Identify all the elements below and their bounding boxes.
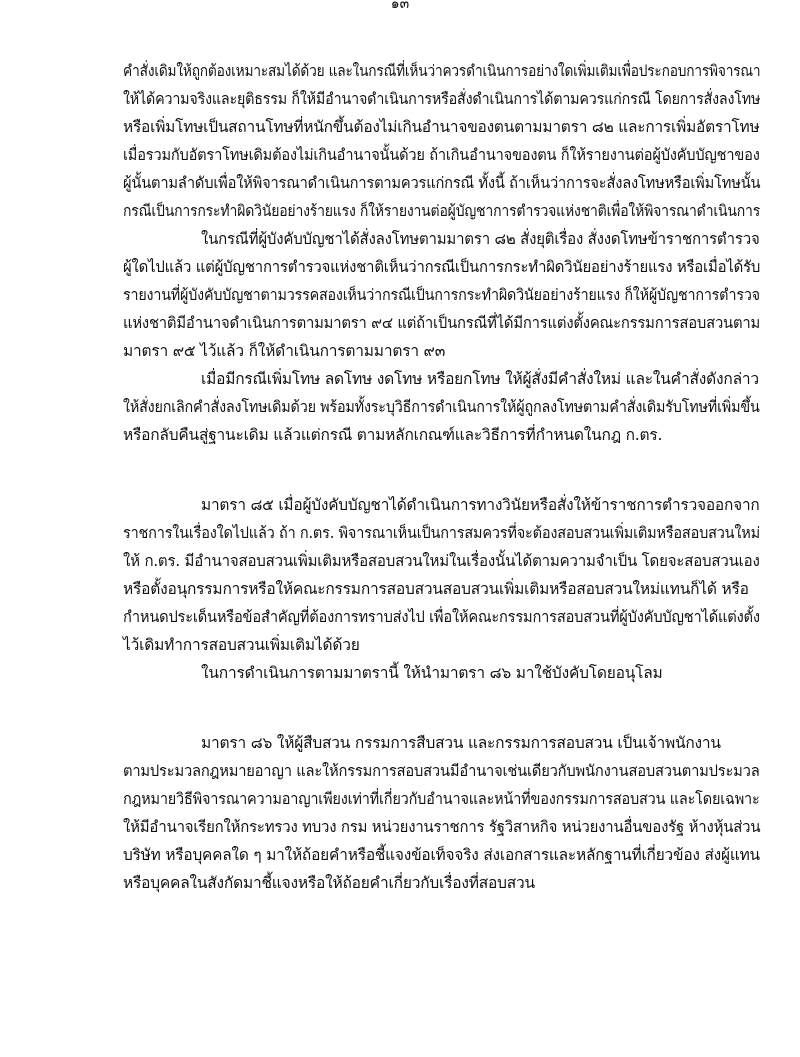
section-85-line-6: ไว้เดิมทำการสอบสวนเพิ่มเติมได้ด้วย bbox=[123, 636, 360, 654]
section-85-line-5: กำหนดประเด็นหรือข้อสำคัญที่ต้องการทราบส่งไป เพื่อให้คณะกรรมการสอบสวนที่ผู้บังคับบัญชาได้แต่งตั้ง bbox=[123, 608, 760, 626]
section-85-paragraph-2: ในการดำเนินการตามมาตรานี้ ให้นำมาตรา ๘๖ มาใช้บังคับโดยอนุโลม bbox=[201, 664, 663, 682]
paragraph-2-line-2: ผู้ใดไปแล้ว แต่ผู้บัญชาการตำรวจแห่งชาติเห็นว่ากรณีเป็นการกระทำผิดวินัยอย่างร้ายแรง หรือเมื่อได้รับ bbox=[123, 258, 761, 276]
section-86-line-6: หรือบุคคลในสังกัดมาชี้แจงหรือให้ถ้อยคำเกี่ยวกับเรื่องที่สอบสวน bbox=[123, 874, 535, 892]
paragraph-2-line-4: แห่งชาติมีอำนาจดำเนินการตามมาตรา ๙๔ แต่ถ้าเป็นกรณีที่ได้มีการแต่งตั้งคณะกรรมการสอบสวนตาม bbox=[123, 314, 761, 332]
section-85-line-4: หรือตั้งอนุกรรมการหรือให้คณะกรรมการสอบสวนสอบสวนเพิ่มเติมหรือสอบสวนใหม่แทนก็ได้ หรือ bbox=[123, 580, 749, 598]
section-86-line-3: กฎหมายวิธีพิจารณาความอาญาเพียงเท่าที่เกี่ยวกับอำนาจและหน้าที่ของกรรมการสอบสวน และโดยเฉพาะ bbox=[123, 790, 760, 808]
paragraph-1-line-1: คำสั่งเดิมให้ถูกต้องเหมาะสมได้ด้วย และในกรณีที่เห็นว่าควรดำเนินการอย่างใดเพิ่มเติมเพื่อประกอบการพิจารณา bbox=[123, 62, 761, 80]
paragraph-3-line-1: เมื่อมีกรณีเพิ่มโทษ ลดโทษ งดโทษ หรือยกโทษ ให้ผู้สั่งมีคำสั่งใหม่ และในคำสั่งดังกล่าว bbox=[201, 370, 759, 388]
paragraph-1-line-4: เมื่อรวมกับอัตราโทษเดิมต้องไม่เกินอำนาจนั้นด้วย ถ้าเกินอำนาจของตน ก็ให้รายงานต่อผู้บังคับบัญชาของ bbox=[123, 146, 760, 164]
paragraph-3-line-3: หรือกลับคืนสู่ฐานะเดิม แล้วแต่กรณี ตามหลักเกณฑ์และวิธีการที่กำหนดในกฎ ก.ตร. bbox=[123, 426, 663, 444]
section-86-line-4: ให้มีอำนาจเรียกให้กระทรวง ทบวง กรม หน่วยงานราชการ รัฐวิสาหกิจ หน่วยงานอื่นของรัฐ ห้างหุ้นส่วน bbox=[123, 818, 761, 836]
paragraph-1-line-6: กรณีเป็นการกระทำผิดวินัยอย่างร้ายแรง ก็ให้รายงานต่อผู้บัญชาการตำรวจแห่งชาติเพื่อให้พิจารณาดำเนินการ bbox=[123, 202, 761, 220]
section-86-line-2: ตามประมวลกฎหมายอาญา และให้กรรมการสอบสวนมีอำนาจเช่นเดียวกับพนักงานสอบสวนตามประมวล bbox=[123, 762, 760, 780]
section-85-line-1: มาตรา ๘๕ เมื่อผู้บังคับบัญชาได้ดำเนินการทางวินัยหรือสั่งให้ข้าราชการตำรวจออกจาก bbox=[201, 496, 760, 514]
paragraph-2-line-3: รายงานที่ผู้บังคับบัญชาตามวรรคสองเห็นว่ากรณีเป็นการกระทำผิดวินัยอย่างร้ายแรง ก็ให้ผู้บัญชาการตำรวจ bbox=[123, 286, 760, 304]
paragraph-2-line-5: มาตรา ๙๕ ไว้แล้ว ก็ให้ดำเนินการตามมาตรา ๙๓ bbox=[123, 342, 446, 360]
paragraph-1-line-3: หรือเพิ่มโทษเป็นสถานโทษที่หนักขึ้นต้องไม่เกินอำนาจของตนตามมาตรา ๘๒ และการเพิ่มอัตราโทษ bbox=[123, 118, 760, 136]
section-85-line-2: ราชการในเรื่องใดไปแล้ว ถ้า ก.ตร. พิจารณาเห็นเป็นการสมควรที่จะต้องสอบสวนเพิ่มเติมหรือสอบสวนใหม่ bbox=[123, 524, 761, 542]
section-85-line-3: ให้ ก.ตร. มีอำนาจสอบสวนเพิ่มเติมหรือสอบสวนใหม่ในเรื่องนั้นได้ตามความจำเป็น โดยจะสอบสวนเอง bbox=[123, 552, 760, 570]
page-number: ๑๓ bbox=[390, 0, 410, 12]
section-86-line-5: บริษัท หรือบุคคลใด ๆ มาให้ถ้อยคำหรือชี้แจงข้อเท็จจริง ส่งเอกสารและหลักฐานที่เกี่ยวข้อง ส่งผู้แทน bbox=[123, 846, 760, 864]
paragraph-3-line-2: ให้สั่งยกเลิกคำสั่งลงโทษเดิมด้วย พร้อมทั้งระบุวิธีการดำเนินการให้ผู้ถูกลงโทษตามคำสั่งเดิมรับโทษที่เพิ่มขึ้น bbox=[123, 398, 760, 416]
section-86-line-1: มาตรา ๘๖ ให้ผู้สืบสวน กรรมการสืบสวน และกรรมการสอบสวน เป็นเจ้าพนักงาน bbox=[201, 734, 721, 752]
paragraph-1-line-2: ให้ได้ความจริงและยุติธรรม ก็ให้มีอำนาจดำเนินการหรือสั่งดำเนินการได้ตามควรแก่กรณี โดยการสั่งลงโทษ bbox=[123, 90, 761, 108]
paragraph-2-line-1: ในกรณีที่ผู้บังคับบัญชาได้สั่งลงโทษตามมาตรา ๘๒ สั่งยุติเรื่อง สั่งงดโทษข้าราชการตำรวจ bbox=[201, 230, 760, 248]
paragraph-1-line-5: ผู้นั้นตามลำดับเพื่อให้พิจารณาดำเนินการตามควรแก่กรณี ทั้งนี้ ถ้าเห็นว่าการจะสั่งลงโทษหรือเพิ่มโทษนั้น bbox=[123, 174, 761, 192]
